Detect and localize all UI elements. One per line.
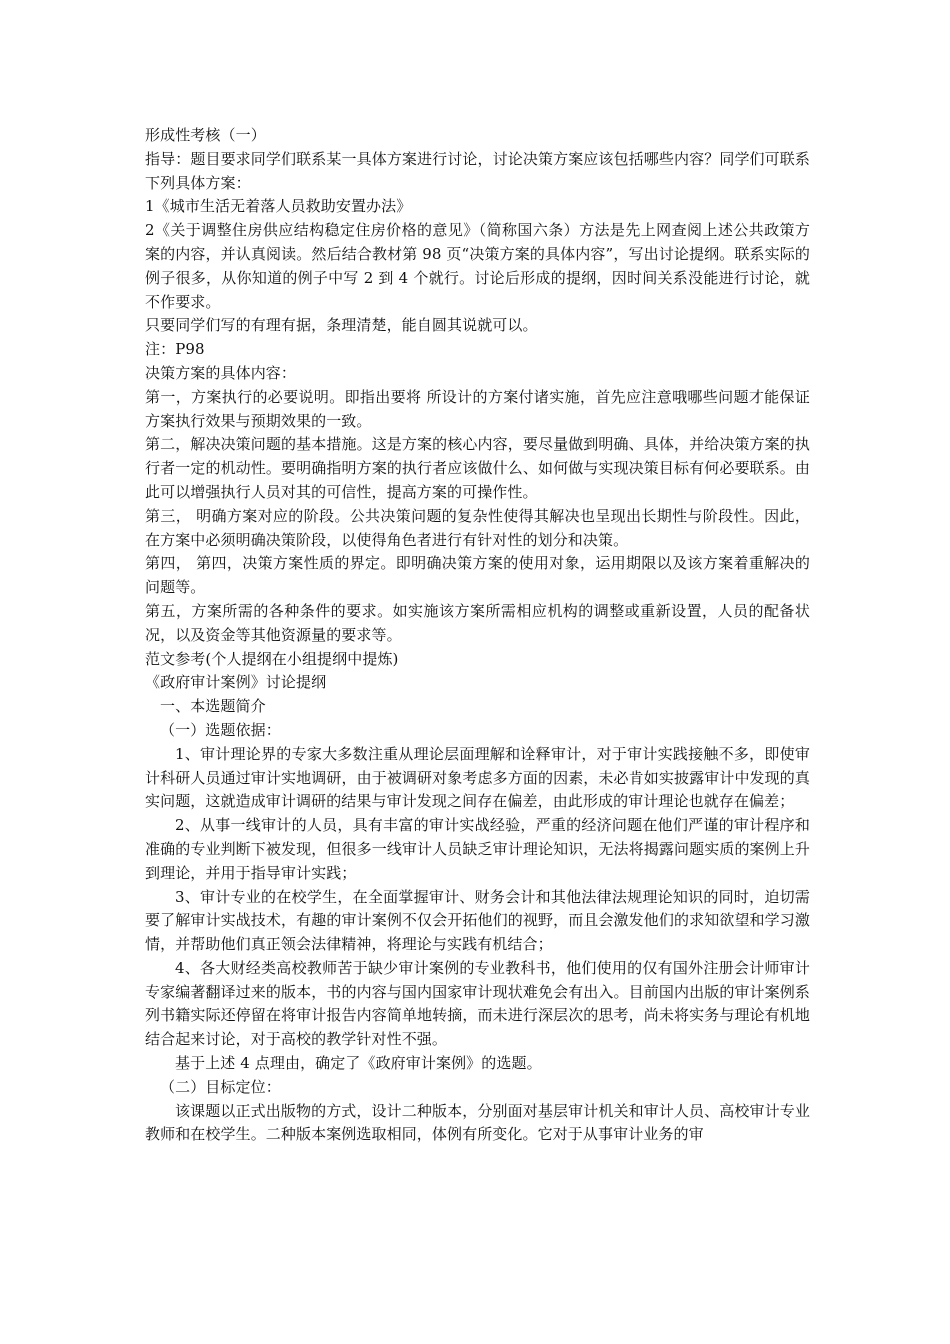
outline-title: 《政府审计案例》讨论提纲: [145, 673, 327, 692]
option-2: 2《关于调整住房供应结构稳定住房价格的意见》（简称国六条）方法是先上网查阅上述公共政策方案的内容，并认真阅读。然后结合教材第 98 页“决策方案的具体内容”，写出讨论提纲。联系实际的例子很多，从你知道的例子中写 2 到 4 个就行。讨论后形成的提纲，因时间关系没能进行讨论，就不作要求。: [145, 221, 810, 311]
section-1-heading: 一、本选题简介: [160, 697, 266, 716]
target-paragraph: 该课题以正式出版物的方式，设计二种版本，分别面对基层审计机关和审计人员、高校审计专业教师和在校学生。二种版本案例选取相同，体例有所变化。它对于从事审计业务的审: [145, 1101, 810, 1144]
subsection-2-heading: （二）目标定位：: [160, 1077, 281, 1096]
requirement-paragraph: 只要同学们写的有理有据，条理清楚，能自圆其说就可以。: [145, 316, 538, 335]
point-1: 第一，方案执行的必要说明。即指出要将 所设计的方案付诸实施，首先应注意哦哪些问题才能保证方案执行效果与预期效果的一致。: [145, 387, 810, 430]
point-5: 第五，方案所需的各种条件的要求。如实施该方案所需相应机构的调整或重新设置，人员的配备状况，以及资金等其他资源量的要求等。: [145, 601, 810, 644]
sample-heading: 范文参考(个人提纲在小组提纲中提炼): [145, 649, 399, 668]
point-4: 第四， 第四，决策方案性质的界定。即明确决策方案的使用对象，运用期限以及该方案着重解决的问题等。: [145, 554, 810, 597]
basis-3: 3、审计专业的在校学生，在全面掌握审计、财务会计和其他法律法规理论知识的同时，迫切需要了解审计实战技术，有趣的审计案例不仅会开拓他们的视野，而且会激发他们的求知欲望和学习激情，并帮助他们真正领会法律精神，将理论与实践有机结合；: [145, 887, 810, 954]
basis-1: 1、审计理论界的专家大多数注重从理论层面理解和诠释审计，对于审计实践接触不多，即使审计科研人员通过审计实地调研，由于被调研对象考虑多方面的因素，未必肯如实披露审计中发现的真实问题，这就造成审计调研的结果与审计发现之间存在偏差，由此形成的审计理论也就存在偏差；: [145, 744, 810, 811]
point-2: 第二，解决决策问题的基本措施。这是方案的核心内容，要尽量做到明确、具体，并给决策方案的执行者一定的机动性。要明确指明方案的执行者应该做什么、如何做与实现决策目标有何必要联系。由此可以增强执行人员对其的可信性，提高方案的可操作性。: [145, 435, 810, 501]
document-page: [145, 124, 810, 1147]
option-1: 1《城市生活无着落人员救助安置办法》: [145, 197, 412, 216]
subsection-1-heading: （一）选题依据：: [160, 720, 281, 739]
note-line: 注：P98: [145, 340, 205, 359]
point-3: 第三， 明确方案对应的阶段。公共决策问题的复杂性使得其解决也呈现出长期性与阶段性。因此，在方案中必须明确决策阶段，以使得角色者进行有针对性的划分和决策。: [145, 506, 810, 549]
content-heading: 决策方案的具体内容：: [145, 363, 297, 382]
document-title: 形成性考核（一）: [145, 126, 266, 144]
guide-paragraph: 指导：题目要求同学们联系某一具体方案进行讨论，讨论决策方案应该包括哪些内容？同学们可联系下列具体方案：: [145, 149, 810, 192]
basis-4: 4、各大财经类高校教师苦于缺少审计案例的专业教科书，他们使用的仅有国外注册会计师审计专家编著翻译过来的版本，书的内容与国内国家审计现状难免会有出入。目前国内出版的审计案例系列书籍实际还停留在将审计报告内容简单地转摘，而未进行深层次的思考，尚未将实务与理论有机地结合起来讨论，对于高校的教学针对性不强。: [145, 958, 810, 1049]
basis-2: 2、从事一线审计的人员，具有丰富的审计实战经验，严重的经济问题在他们严谨的审计程序和准确的专业判断下被发现，但很多一线审计人员缺乏审计理论知识，无法将揭露问题实质的案例上升到理论，并用于指导审计实践；: [145, 816, 810, 882]
basis-summary: 基于上述 4 点理由，确定了《政府审计案例》的选题。: [175, 1054, 542, 1073]
